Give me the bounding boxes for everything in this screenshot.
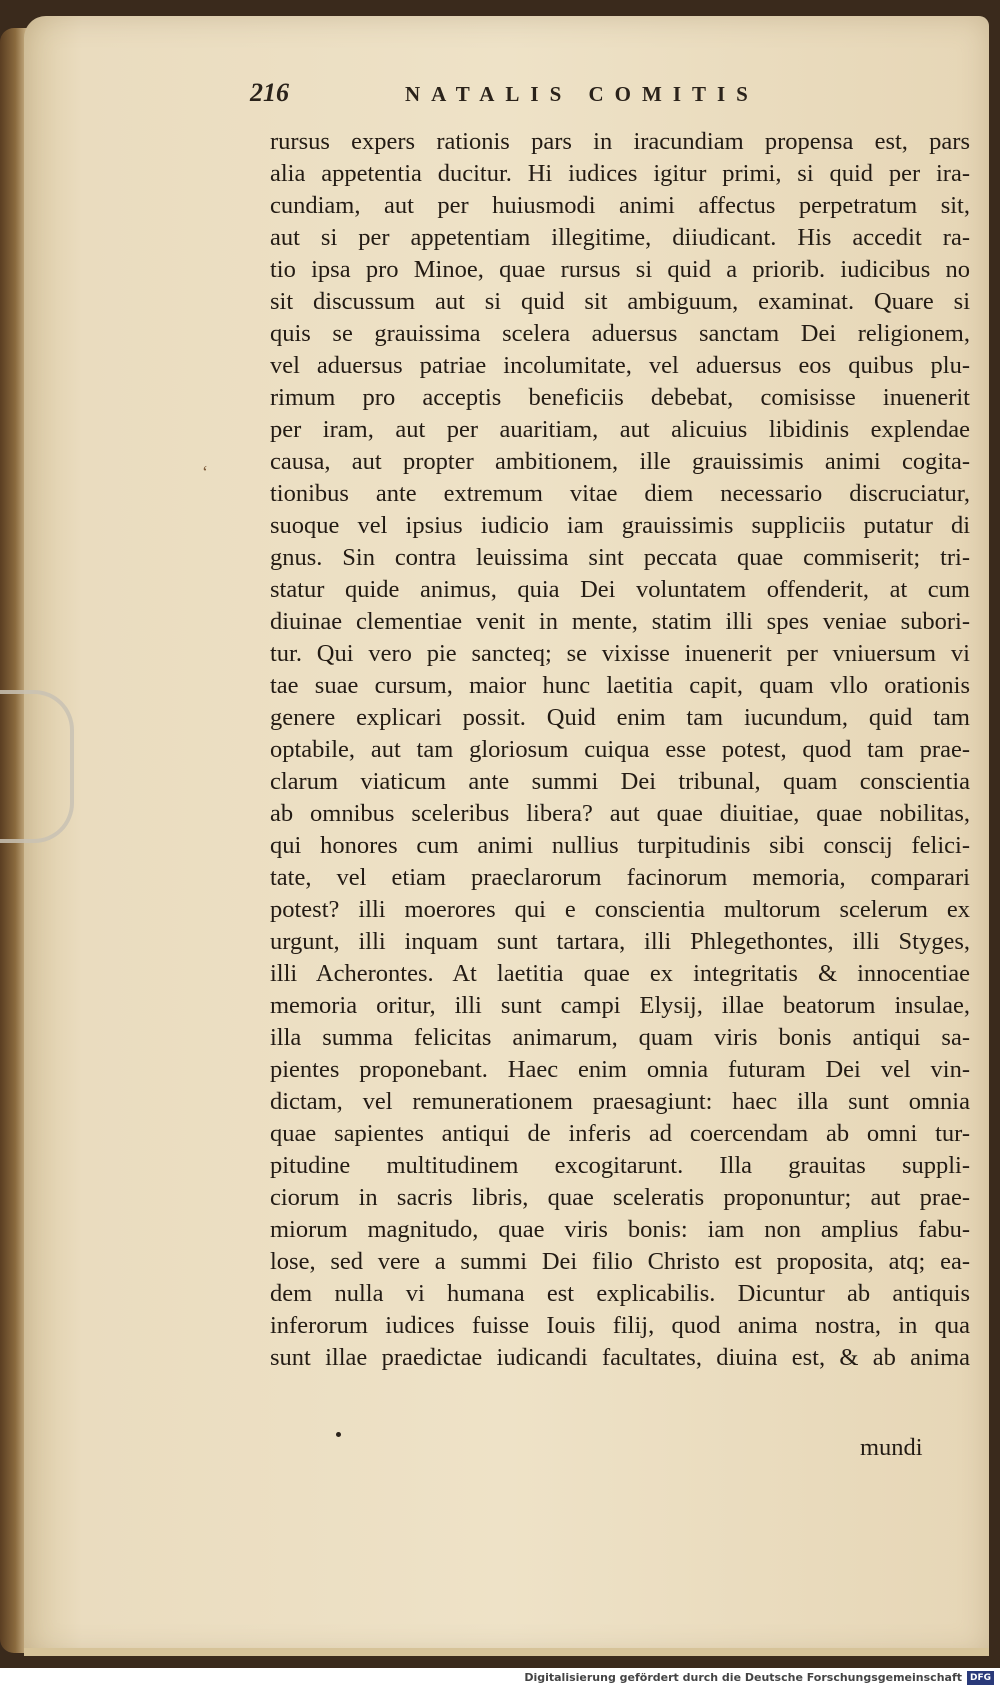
text-line: tio ipsa pro Minoe, quae rursus si quid a priorib. iudicibus no bbox=[270, 256, 970, 283]
text-line: illa summa felicitas animarum, quam viris bonis antiqui sa- bbox=[270, 1024, 970, 1051]
text-line: rursus expers rationis pars in iracundiam propensa est, pars bbox=[270, 128, 970, 155]
text-line: tur. Qui vero pie sancteq; se vixisse inuenerit per vniuersum vi bbox=[270, 640, 970, 667]
text-line: suoque vel ipsius iudicio iam grauissimis suppliciis putatur di bbox=[270, 512, 970, 539]
text-line: cundiam, aut per huiusmodi animi affectus perpetratum sit, bbox=[270, 192, 970, 219]
ink-dot bbox=[336, 1432, 341, 1437]
text-line: vel aduersus patriae incolumitate, vel aduersus eos quibus plu- bbox=[270, 352, 970, 379]
text-line: rimum pro acceptis beneficiis debebat, comisisse inuenerit bbox=[270, 384, 970, 411]
text-line: memoria oritur, illi sunt campi Elysij, illae beatorum insulae, bbox=[270, 992, 970, 1019]
text-line: quae sapientes antiqui de inferis ad coercendam ab omni tur- bbox=[270, 1120, 970, 1147]
margin-mark: ʻ bbox=[202, 462, 208, 482]
text-line: dem nulla vi humana est explicabilis. Dicuntur ab antiquis bbox=[270, 1280, 970, 1307]
text-line: sunt illae praedictae iudicandi facultates, diuina est, & ab anima bbox=[270, 1344, 970, 1371]
text-line: diuinae clementiae venit in mente, statim illi spes veniae subori- bbox=[270, 608, 970, 635]
page-bottom-edge bbox=[24, 1648, 989, 1656]
text-line: tae suae cursum, maior hunc laetitia capit, quam vllo orationis bbox=[270, 672, 970, 699]
text-line: genere explicari possit. Quid enim tam iucundum, quid tam bbox=[270, 704, 970, 731]
text-line: ciorum in sacris libris, quae sceleratis proponuntur; aut prae- bbox=[270, 1184, 970, 1211]
text-line: causa, aut propter ambitionem, ille grauissimis animi cogita- bbox=[270, 448, 970, 475]
text-line: quis se grauissima scelera aduersus sanctam Dei religionem, bbox=[270, 320, 970, 347]
catchword: mundi bbox=[860, 1434, 923, 1461]
text-line: inferorum iudices fuisse Iouis filij, quod anima nostra, in qua bbox=[270, 1312, 970, 1339]
text-line: urgunt, illi inquam sunt tartara, illi Phlegethontes, illi Styges, bbox=[270, 928, 970, 955]
text-line: qui honores cum animi nullius turpitudinis sibi conscij felici- bbox=[270, 832, 970, 859]
page-header bbox=[250, 78, 950, 118]
footer-bar bbox=[0, 1668, 1000, 1689]
dfg-logo: DFG bbox=[967, 1671, 994, 1685]
text-line: pitudine multitudinem excogitarunt. Illa grauitas suppli- bbox=[270, 1152, 970, 1179]
text-line: alia appetentia ducitur. Hi iudices igitur primi, si quid per ira- bbox=[270, 160, 970, 187]
running-head: NATALIS COMITIS bbox=[405, 82, 759, 106]
text-line: lose, sed vere a summi Dei filio Christo est proposita, atq; ea- bbox=[270, 1248, 970, 1275]
text-line: dictam, vel remunerationem praesagiunt: haec illa sunt omnia bbox=[270, 1088, 970, 1115]
text-line: per iram, aut per auaritiam, aut alicuius libidinis explendae bbox=[270, 416, 970, 443]
digitization-credit: Digitalisierung gefördert durch die Deutsche Forschungsgemeinschaft bbox=[524, 1671, 962, 1684]
text-line: tate, vel etiam praeclarorum facinorum memoria, comparari bbox=[270, 864, 970, 891]
text-line: pientes proponebant. Haec enim omnia futuram Dei vel vin- bbox=[270, 1056, 970, 1083]
text-line: tionibus ante extremum vitae diem necessario discruciatur, bbox=[270, 480, 970, 507]
text-line: clarum viaticum ante summi Dei tribunal, quam conscientia bbox=[270, 768, 970, 795]
text-line: optabile, aut tam gloriosum cuiqua esse potest, quod tam prae- bbox=[270, 736, 970, 763]
page-number: 216 bbox=[250, 78, 289, 107]
text-line: sit discussum aut si quid sit ambiguum, examinat. Quare si bbox=[270, 288, 970, 315]
text-line: illi Acherontes. At laetitia quae ex integritatis & innocentiae bbox=[270, 960, 970, 987]
clasp-strap bbox=[0, 690, 74, 843]
text-line: miorum magnitudo, quae viris bonis: iam non amplius fabu- bbox=[270, 1216, 970, 1243]
text-line: aut si per appetentiam illegitime, diiudicant. His accedit ra- bbox=[270, 224, 970, 251]
text-line: ab omnibus sceleribus libera? aut quae diuitiae, quae nobilitas, bbox=[270, 800, 970, 827]
text-line: statur quide animus, quia Dei voluntatem offenderit, at cum bbox=[270, 576, 970, 603]
text-line: potest? illi moerores qui e conscientia multorum scelerum ex bbox=[270, 896, 970, 923]
body-text bbox=[270, 126, 970, 1374]
text-line: gnus. Sin contra leuissima sint peccata quae commiserit; tri- bbox=[270, 544, 970, 571]
